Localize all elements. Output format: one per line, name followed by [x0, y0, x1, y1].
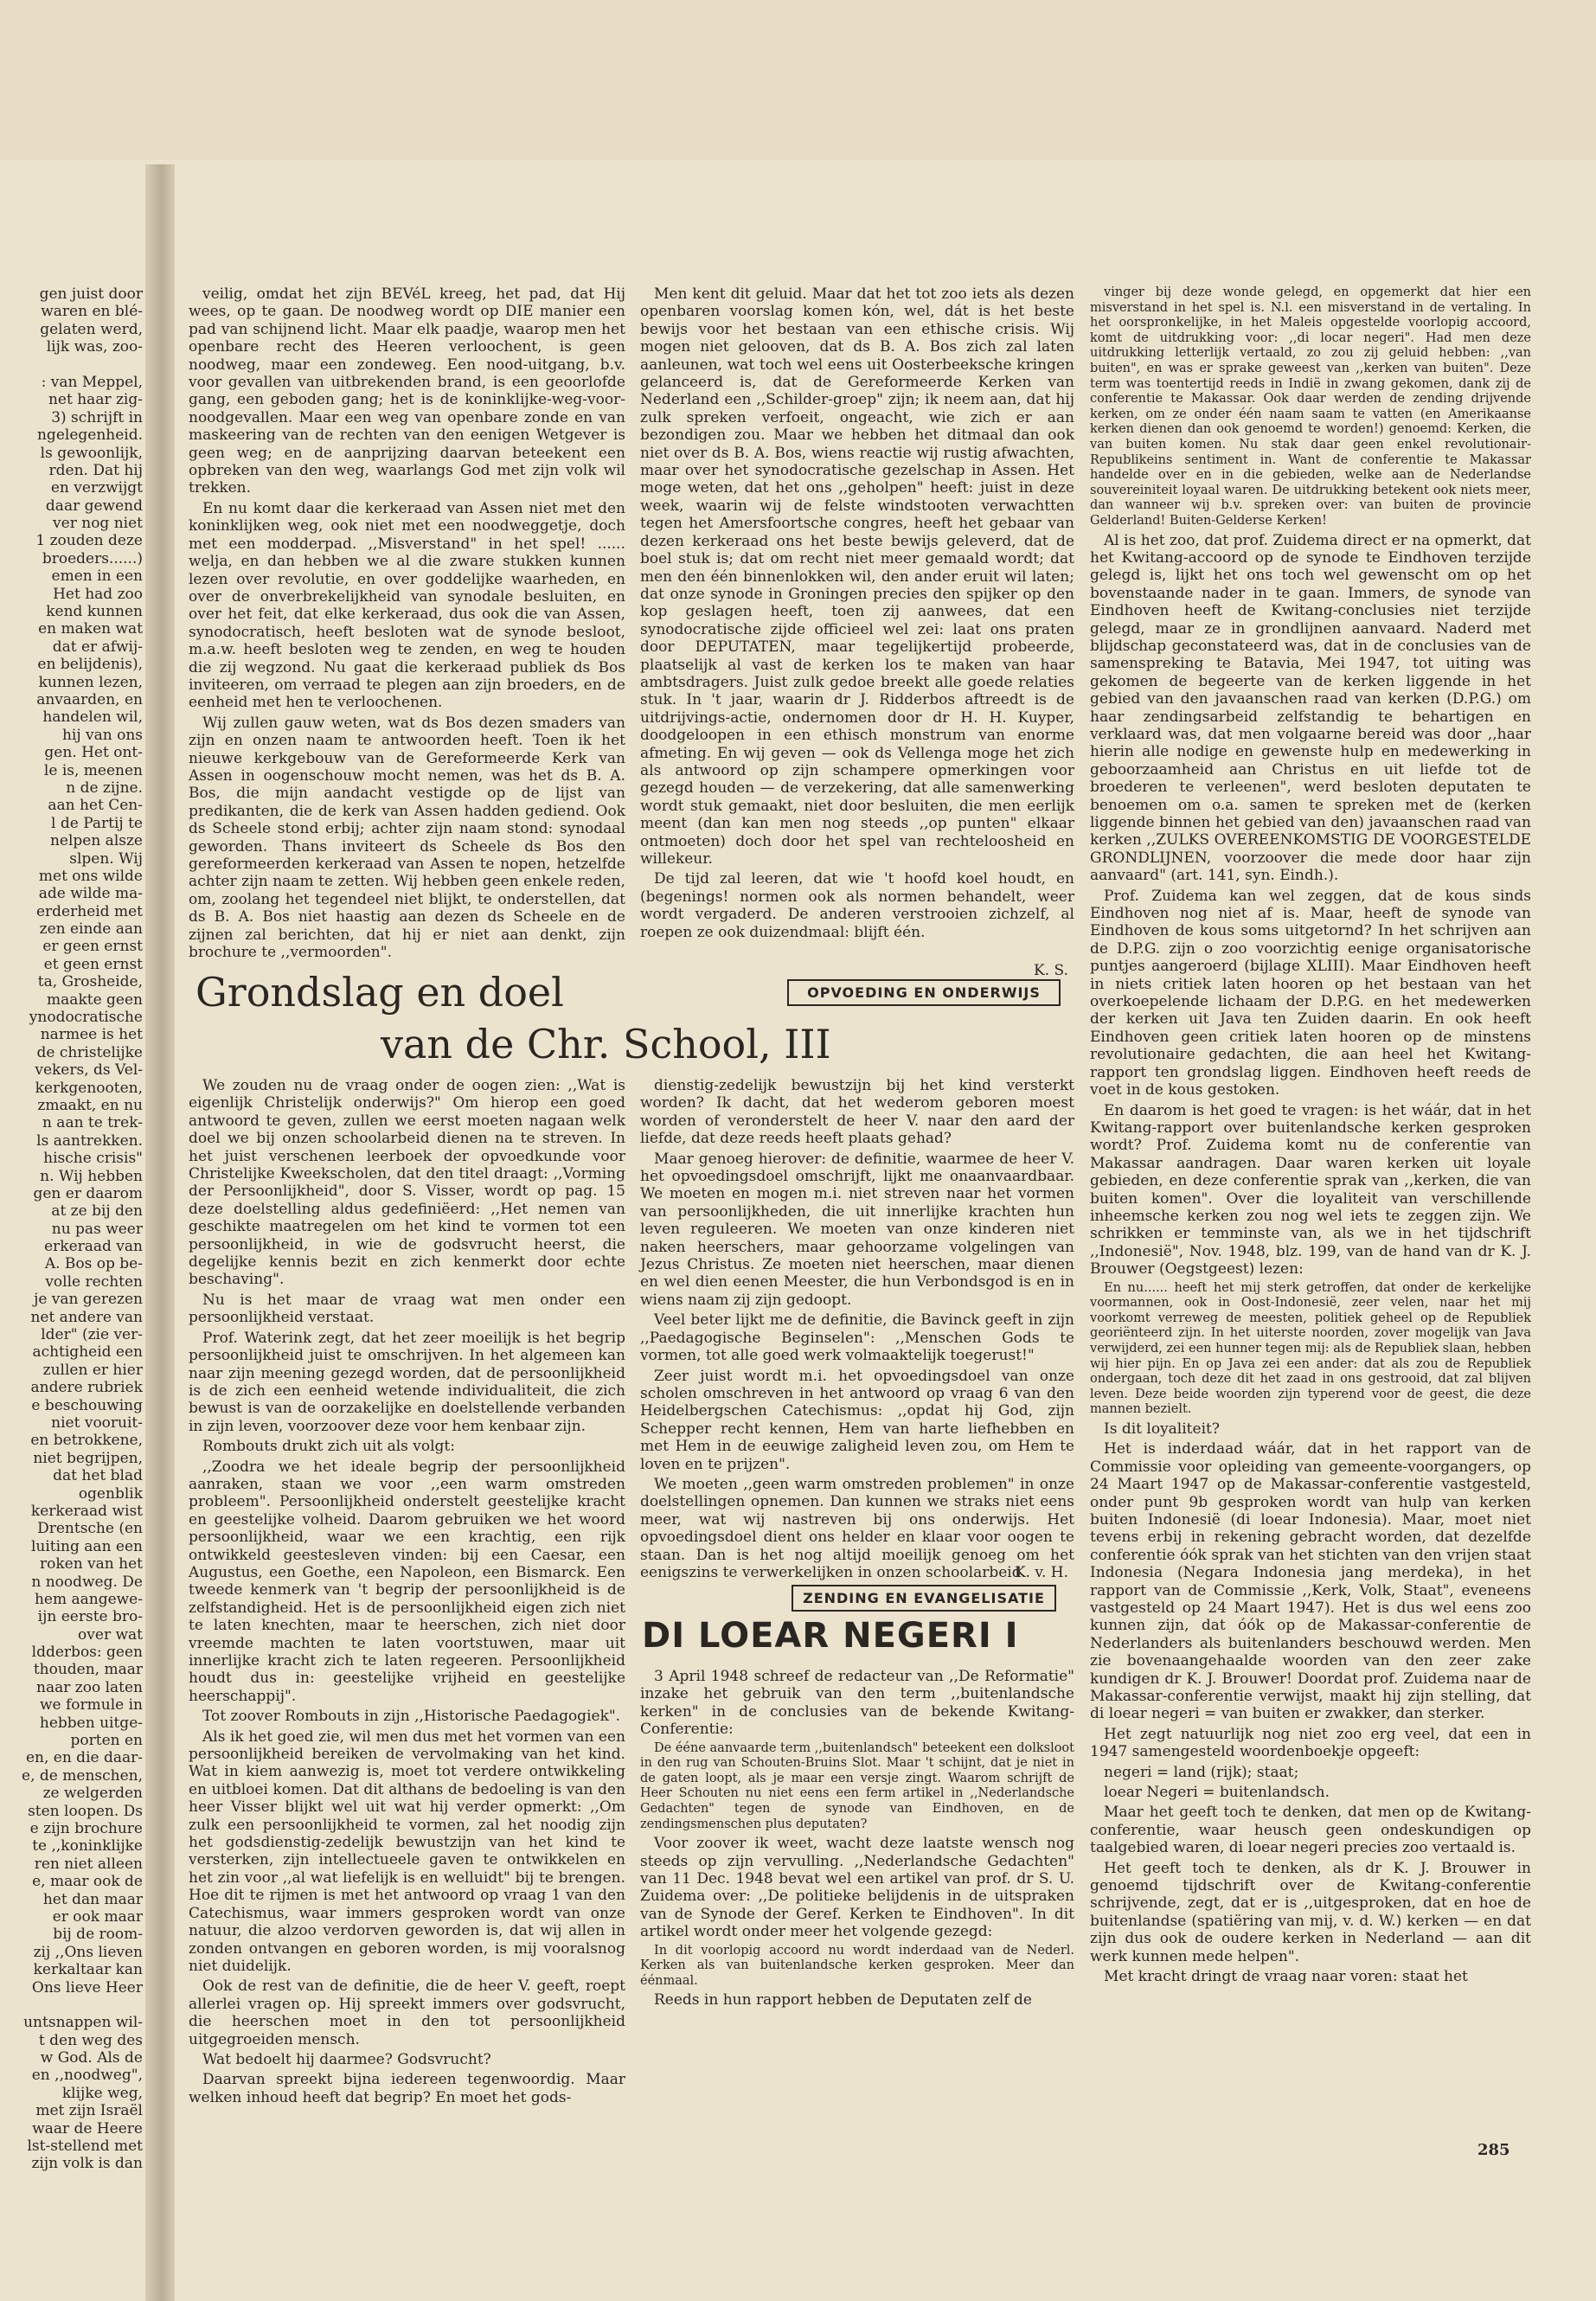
- paragraph: We moeten ,,geen warm omstreden problemen" in onze doelstellingen opnemen. Dan kunnen we straks niet eens meer, wat wij nastreven bij ons onderwijs. Het opvoedingsdoel dient ons helder en klaar voor oogen te staan. Dan is het nog altijd moeilijk genoeg om het eenigszins te verwerkelijken in onzen schoolarbeid.: [640, 1475, 1074, 1581]
- paragraph: Het is inderdaad wáár, dat in het rapport van de Commissie voor opleiding van gemeente-voorgangers, op 24 Maart 1947 op de Makassar-conferentie vastgesteld, onder punt 9b gesproken wordt van hulp van kerken buiten Indonesië (di loear Indonesia). Maar, moet niet tevens erbij in rekening gebracht worden, dat dezelfde conferentie óók sprak van het stichten van den vrijen staat Indonesia (Negara Indonesia jang merdeka), in het rapport van de Commissie ,,Kerk, Volk, Staat", eveneens vastgesteld op 24 Maart 1947). Het is dus wel eens zoo kunnen zijn, dat óók op de Makassar-conferentie de Nederlanders als buitenlanders beschouwd werden. Men zie bovenaangehaalde woorden van den zeer zake kundigen dr K. J. Brouwer! Doordat prof. Zuidema naar de Makassar-conferentie verwijst, maakt hij zijn stelling, dat di loear negeri = van buiten er zwakker, dan sterker.: [1090, 1440, 1531, 1723]
- fragment-line: ren niet alleen: [34, 1855, 143, 1873]
- fragment-line: waar de Heere: [32, 2119, 143, 2138]
- paragraph: 3 April 1948 schreef de redacteur van ,,De Reformatie" inzake het gebruik van den term ,,buitenlandsche kerken" in de conclusies van de bekende Kwitang-Conferentie:: [640, 1668, 1074, 1739]
- fragment-line: te ,,koninklijke: [32, 1837, 143, 1856]
- column-2-bottom: [640, 1668, 1074, 2131]
- fragment-line: naar zoo laten: [36, 1678, 143, 1696]
- paragraph: We zouden nu de vraag onder de oogen zien: ,,Wat is eigenlijk Christelijk onderwijs?" Om hierop een goed antwoord te geven, zullen we eerst moeten nagaan welk doel we bij onzen schoolarbeid dienen na te streven. In het juist verschenen leerboek der opvoedkunde voor Christelijke Kweekscholen, dat den titel draagt: ,,Vorming der Persoonlijkheid", door S. Visser, wordt op pag. 15 deze doelstelling aldus gedefiniëerd: ,,Het nemen van geschikte maatregelen om het kind te vormen tot een persoonlijkheid, in wie de godsvrucht heerst, die degelijke kennis bezit en zich kenmerkt door echte beschaving".: [189, 1077, 625, 1289]
- fragment-line: over wat: [78, 1625, 143, 1644]
- fragment-line: et geen ernst: [43, 955, 143, 973]
- fragment-line: ls aantrekken.: [36, 1131, 143, 1150]
- fragment-line: de christelijke: [36, 1043, 143, 1061]
- article-title-line1: Grondslag en doel: [195, 969, 564, 1016]
- fragment-line: t den weg des: [38, 2031, 143, 2049]
- fragment-line: narmee is het: [40, 1026, 143, 1044]
- fragment-line: 1 zouden deze: [35, 532, 143, 550]
- fragment-line: bij de room-: [53, 1926, 143, 1944]
- fragment-line: zen einde aan: [39, 920, 143, 939]
- fragment-line: het dan maar: [42, 1890, 143, 1908]
- fragment-line: erderheid met: [35, 902, 143, 920]
- fragment-line: gen er daarom: [33, 1184, 143, 1202]
- article-title-line2: van de Chr. School, III: [381, 1021, 831, 1067]
- paragraph: Reeds in hun rapport hebben de Deputaten zelf de: [654, 1991, 1032, 2009]
- fragment-line: hische crisis": [43, 1150, 143, 1168]
- fragment-line: dat het blad: [53, 1467, 143, 1485]
- paragraph: veilig, omdat het zijn BEVéL kreeg, het pad, dat Hij wees, op te gaan. De noodweg wordt op DIE manier een pad van schijnend licht. Maar elk paadje, waarop men het openbare recht des Heeren verloochent, is geen noodweg, maar een zondeweg. Een nood-uitgang, b.v. voor gevallen van uitbrekenden brand, is een geoorlofde gang, een geboden gang; het is de koninklijke-weg-voor-noodgevallen. Maar een weg van openbare zonde en van maskeering van de rechten van den eenigen Wetgever is geen weg; en de aanprijzing daarvan beteekent een opbreken van den weg, waarlangs God met zijn volk wil trekken.: [189, 285, 625, 497]
- fragment-line: w God. Als de: [40, 2049, 143, 2067]
- fragment-line: en verzwijgt: [50, 479, 143, 497]
- column-3: [1090, 285, 1531, 2128]
- fragment-line: lder" (zie ver-: [41, 1326, 143, 1344]
- fragment-line: zij ,,Ons lieven: [33, 1943, 143, 1961]
- fragment-line: kunnen lezen,: [38, 673, 143, 691]
- fragment-line: le is, meenen: [43, 761, 143, 779]
- fragment-line: en ,,noodweg",: [31, 2067, 143, 2085]
- paragraph: Het zegt natuurlijk nog niet zoo erg veel, dat een in 1947 samengesteld woordenboekje opgeeft:: [1090, 1725, 1531, 1761]
- fragment-line: hij van ons: [61, 726, 143, 744]
- fragment-line: met ons wilde: [38, 867, 143, 885]
- fragment-line: hem aangewe-: [34, 1590, 143, 1608]
- fragment-line: luiting aan een: [30, 1537, 143, 1555]
- paragraph: loear Negeri = buitenlandsch.: [1104, 1784, 1330, 1802]
- article-title-loear: DI LOEAR NEGERI I: [642, 1616, 1019, 1656]
- fragment-line: ade wilde ma-: [38, 885, 143, 903]
- section-label-zending: ZENDING EN EVANGELISATIE: [792, 1585, 1056, 1612]
- fragment-line: [0, 1997, 143, 2014]
- fragment-line: nu pas weer: [51, 1220, 143, 1238]
- fragment-line: n noodweg. De: [31, 1573, 143, 1591]
- paragraph: Maar het geeft toch te denken, dat men op de Kwitang-conferentie, waar heusch geen ondeskundigen op taalgebied waren, di loear negeri precies zoo vertaald is.: [1090, 1804, 1531, 1857]
- column-1-top: [189, 285, 625, 1035]
- paragraph: dienstig-zedelijk bewustzijn bij het kind versterkt worden? Ik dacht, dat het wederom geboren moest worden of veronderstelt de heer V. naar den aard der liefde, dat deze reeds heeft plaats gehad?: [640, 1077, 1074, 1148]
- paragraph: Prof. Zuidema kan wel zeggen, dat de kous sinds Eindhoven nog niet af is. Maar, heeft de synode van Eindhoven de kous soms uitgetornd? In het schrijven aan de D.P.G. zijn o zoo voorzichtig eenige organisatorische puntjes aangeroerd (bijlage XLIII). Maar Eindhoven heeft in niets critiek laten hooren op het bestaan van het overkoepelende lichaam der D.P.G. en het medewerken der kerken uit Java ten Zuiden daarin. En ook heeft Eindhoven geen critiek laten hooren op de minstens revolutionaire gedachten, die aan heel het Kwitang-rapport ten grondslag liggen. Eindhoven heeft reeds de voet in de kous gestoken.: [1090, 887, 1531, 1099]
- fragment-line: gen. Het ont-: [44, 744, 143, 762]
- paragraph: Prof. Waterink zegt, dat het zeer moeilijk is het begrip persoonlijkheid juist te omschrijven. In het algemeen kan naar zijn meening gezegd worden, dat de persoonlijkheid is de zich een eenheid wetende individualiteit, die zich bewust is van de oorzakelijke en doelstellende verbanden in zijn leven, voorzoover deze voor hem kenbaar zijn.: [189, 1329, 625, 1435]
- fragment-line: klijke weg,: [61, 2084, 143, 2102]
- fragment-line: andere rubriek: [30, 1379, 143, 1397]
- quoted-passage: En nu...... heeft het mij sterk getroffen, dat onder de kerkelijke voormannen, ook in Oost-Indonesië, zeer velen, naar het mij voorkomt verreweg de meesten, politiek geheel op de Republiek georiënteerd zijn. In het uiterste noorden, zover mogelijk van Java verwijderd, zei een hunner tegen mij: als de Republiek slaan, hebben wij hier pijn. En op Java zei een ander: dat als zou de Republiek ondergaan, toch deze dit het zaad in ons gestrooid, dat zal blijven leven. Deze beide woorden zijn typerend voor de geest, die deze mannen bezielt.: [1090, 1280, 1531, 1417]
- fragment-line: en, en die daar-: [25, 1749, 143, 1767]
- fragment-line: maakte geen: [47, 990, 143, 1009]
- paragraph: Zeer juist wordt m.i. het opvoedingsdoel van onze scholen omschreven in het antwoord op vraag 6 van den Heidelbergschen Catechismus: ,,opdat hij God, zijn Schepper recht kennen, Hem van harte liefhebben en met Hem in de eeuwige zaligheid leven zou, om Hem te loven en te prijzen".: [640, 1367, 1074, 1473]
- fragment-line: [0, 356, 143, 374]
- fragment-line: broeders......): [42, 549, 143, 567]
- fragment-line: net haar zig-: [48, 391, 143, 409]
- fragment-line: niet begrijpen,: [33, 1449, 143, 1467]
- paragraph: Al is het zoo, dat prof. Zuidema direct er na opmerkt, dat het Kwitang-accoord op de synode te Eindhoven terzijde gelegd is, lijkt het ons toch wel gewenscht om op het bovenstaande nader in te gaan. Immers, de synode van Eindhoven heeft de Kwitang-conclusies niet terzijde gelegd, maar ze in grondlijnen aanvaard. Naderd met blijdschap geconstateerd was, dat in de conclusies van de samenspreking te Batavia, Mei 1947, tot uiting was gekomen de begeerte van de kerken liggende in het gebied van den javaanschen raad van kerken (D.P.G.) om haar zendingsarbeid zelfstandig te behartigen en verklaard was, dat men volgaarne bereid was door ,,haar hierin alle nodige en gewenste hulp en medewerking in geboorzaamheid aan Christus en uit liefde tot de broederen te verleenen", werd besloten deputaten te benoemen om o.a. samen te spreken met de (kerken liggende binnen het gebied van den) javaanschen raad van kerken ,,ZULKS OVEREENKOMSTIG DE VOORGESTELDE GRONDLIJNEN, voorzoover die mede door haar zijn aanvaard" (art. 141, syn. Eindh.).: [1090, 531, 1531, 885]
- fragment-line: nelpen alsze: [49, 832, 143, 850]
- paragraph: Als ik het goed zie, wil men dus met het vormen van een persoonlijkheid bereiken de vervolmaking van het kind. Wat in kiem aanwezig is, moet tot verdere ontwikkeling en uitbloei komen. Dat dit althans de bedoeling is van den heer Visser blijkt wel uit wat hij verder opmerkt: ,,Om zulk een persoonlijkheid te vormen, zal het noodig zijn het godsdienstig-zedelijk bewustzijn van het kind te versterken, zijn intellectueele gaven te ontwikkelen en het zin voor ,,al wat liefelijk is en welluidt" bij te brengen. Hoe dit te rijmen is met het antwoord op vraag 1 van den Catechismus, waar immers gesproken wordt van onze natuur, die alzoo verdorven geworden is, dat wij allen in zonden ontvangen en geboren worden, is mij vooralsnog niet duidelijk.: [189, 1727, 625, 1975]
- fragment-line: e, maar ook de: [32, 1873, 143, 1891]
- fragment-line: en betrokkene,: [30, 1432, 143, 1450]
- fragment-line: roken van het: [39, 1555, 143, 1574]
- fragment-line: waren en blé-: [41, 303, 143, 321]
- fragment-line: Drentsche (en: [37, 1520, 143, 1538]
- fragment-line: er ook maar: [52, 1907, 143, 1926]
- paragraph: Daarvan spreekt bijna iedereen tegenwoordig. Maar welken inhoud heeft dat begrip? En moet het gods-: [189, 2071, 625, 2106]
- fragment-line: daar gewend: [45, 497, 143, 515]
- fragment-line: ijn eerste bro-: [37, 1608, 143, 1626]
- fragment-line: A. Bos op be-: [44, 1255, 143, 1273]
- fragment-line: handelen wil,: [42, 708, 143, 727]
- paragraph: Men kent dit geluid. Maar dat het tot zoo iets als dezen openbaren voorslag komen kón, wel, dát is het beste bewijs voor het bestaan van een ethische crisis. Wij mogen niet gelooven, dat ds B. A. Bos zich zal laten aanleunen, wat toch wel eens uit Oosterbeeksche kringen gelanceerd is, dat de Gereformeerde Kerken van Nederland een ,,Schilder-groep" zijn; ik neem aan, dat hij zulk spreken verfoeit, ongeacht, wie zich er aan bezondigen zou. Maar we hebben het ditmaal dan ook niet over ds B. A. Bos, wiens reactie wij rustig afwachten, maar over het synodocratische gezelschap in Assen. Het moge weten, dat het ons ,,geholpen" heeft: juist in deze week, waarin wij de felste windstooten verwachtten tegen het Amersfoortsche congres, heeft het gebaar van dezen kerkeraad ons het beste bewijs geleverd, dat de boel stuk is; dat om recht niet meer gemaald wordt; dat men den één binnenlokken wil, den ander eruit wil laten; dat onze synode in Groningen precies den spijker op den kop geslagen heeft, toen zij aanwees, dat een synodocratische zijde officieel wel zei: laat ons praten door DEPUTATEN, maar tegelijkertijd probeerde, plaatselijk al vast de kerken los te maken van haar ambtsdragers. Juist zulk gedoe breekt alle goede relaties stuk. In 't jaar, waarin dr J. Ridderbos aftreedt is de uitdrijvings-actie, ondernomen door dr H. H. Kuyper, doodgeloopen in een ethisch monstrum van enorme afmeting. En wij geven — ook ds Vellenga moge het zich als antwoord op zijn schampere opmerkingen voor gezegd houden — de verzekering, dat alle samenwerking wordt stuk gemaakt, niet door besluiten, die men eerlijk meent (dan kan men nog steeds ,,op punten" elkaar ontmoeten) doch door het spel van rechteloosheid en willekeur.: [640, 285, 1074, 868]
- fragment-line: er geen ernst: [42, 938, 143, 956]
- fragment-line: 3) schrijft in: [51, 408, 143, 426]
- paragraph: Nu is het maar de vraag wat men onder een persoonlijkheid verstaat.: [189, 1291, 625, 1327]
- fragment-line: porten en: [70, 1732, 143, 1750]
- paragraph: Maar genoeg hierover: de definitie, waarmee de heer V. het opvoedingsdoel omschrijft, lijkt me onaanvaardbaar. We moeten en mogen m.i. niet streven naar het vormen van persoonlijkheden, die uit innerlijke krachten hun leven reguleeren. We moeten van onze kinderen niet naken heerschers, maar gehoorzame volgelingen van Jezus Christus. Ze moeten niet heerschen, maar dienen en wel dien eenen Meester, die hun Verbondsgod is en in wiens naam zij zijn gedoopt.: [640, 1150, 1074, 1309]
- paragraph: De tijd zal leeren, dat wie 't hoofd koel houdt, en (begenings! normen ook als normen behandelt, weer wordt vergaderd. De anderen verstrooien zichzelf, al roepen ze ook duizendmaal: blijft één.: [640, 870, 1074, 941]
- paragraph: Is dit loyaliteit?: [1104, 1420, 1220, 1438]
- fragment-line: kerkeraad wist: [30, 1502, 143, 1520]
- fragment-line: dat er afwij-: [52, 638, 143, 656]
- paragraph: En nu komt daar die kerkeraad van Assen niet met den koninklijken weg, ook niet met een noodweggetje, doch met een modderpad. ,,Misverstand" in het spel! ...... welja, en dan hebben we al die zware stukken kunnen lezen over revolutie, en over goddelijke waarheden, en over de onverbrekelijkheid van synodale besluiten, en over het feit, dat elke kerkeraad, dus ook die van Assen, synodocratisch, heeft besloten wat de synode besloot, m.a.w. heeft besloten weg te zenden, en weg te houden die zij wegzond. Nu gaat die kerkeraad publiek ds Bos inviteeren, om verraad te plegen aan zijn broeders, en de eenheid met hen te verloochenen.: [189, 499, 625, 712]
- fragment-line: ngelegenheid.: [36, 426, 143, 445]
- paragraph: Rombouts drukt zich uit als volgt:: [202, 1438, 455, 1456]
- fragment-line: Het had zoo: [53, 585, 143, 603]
- signature-kvh: K. v. H.: [1014, 1564, 1068, 1581]
- fragment-line: ynodocratische: [29, 1009, 143, 1027]
- fragment-line: e beschouwing: [31, 1396, 143, 1414]
- fragment-line: thouden, maar: [33, 1661, 143, 1679]
- fragment-line: vekers, ds Vel-: [35, 1061, 143, 1080]
- fragment-line: kend kunnen: [46, 603, 143, 621]
- fragment-line: volle rechten: [45, 1272, 143, 1291]
- signature-ks: K. S.: [1034, 962, 1068, 979]
- fragment-line: gelaten werd,: [40, 320, 143, 338]
- fragment-line: net andere van: [30, 1308, 143, 1326]
- fragment-line: rden. Dat hij: [48, 461, 143, 479]
- fragment-line: ogenblik: [78, 1484, 143, 1503]
- fragment-line: ze welgerden: [42, 1785, 143, 1803]
- quoted-passage: In dit voorlopig accoord nu wordt inderdaad van de Nederl. Kerken als van buitenlandsche kerken gesproken. Meer dan éénmaal.: [640, 1943, 1074, 1988]
- fragment-line: n de zijne.: [66, 779, 143, 797]
- fragment-line: en belijdenis),: [37, 656, 143, 674]
- fragment-line: aan het Cen-: [48, 797, 143, 815]
- fragment-line: : van Meppel,: [41, 373, 143, 391]
- fragment-line: kerkgenooten,: [35, 1079, 143, 1097]
- fragment-line: anvaarden, en: [36, 690, 143, 708]
- column-2-top: [640, 285, 1074, 960]
- fragment-line: emen in een: [51, 567, 143, 586]
- fragment-line: zijn volk is dan: [31, 2155, 143, 2173]
- fragment-line: en maken wat: [38, 620, 143, 638]
- paragraph: ,,Zoodra we het ideale begrip der persoonlijkheid aanraken, staan we voor ,,een warm omstreden probleem". Persoonlijkheid onderstelt geestelijke kracht en geestelijke volheid. Daarom gebruiken we het woord persoonlijkheid, waar we een krachtig, een rijk ontwikkeld geestesleven vinden: bij een Caesar, een Augustus, een Goethe, een Napoleon, een Bismarck. Een tweede kenmerk van 't begrip der persoonlijkheid is de zelfstandigheid. Het is de persoonlijkheid eigen zich niet te laten knechten, maar te heerschen, zich niet door vreemde machten te laten voortstuwen, maar uit innerlijke kracht zich te laten regeeren. Persoonlijkheid houdt dus in: geestelijke vrijheid en geestelijke heerschappij".: [189, 1458, 625, 1705]
- quoted-passage: vinger bij deze wonde gelegd, en opgemerkt dat hier een misverstand in het spel is. N.l. een misverstand in de vertaling. In het oorspronkelijke, in het Maleis opgestelde voorlopig accoord, komt de uitdrukking voor: ,,di locar negeri". Had men deze uitdrukking letterlijk vertaald, zo zou zij geluid hebben: ,,van buiten", en was er sprake geweest van ,,kerken van buiten". Deze term was toentertijd reeds in Indië in zwang gekomen, dank zij de conferentie te Makassar. Ook daar werden de zending drijvende kerken, om ze onder één naam saam te vatten (en Amerikaanse kerken dienen dan ook genoemd te worden!) genoemd: Kerken, die van buiten komen. Nu stak daar geen enkel revolutionair-Republikeins sentiment in. Want de conferentie te Makassar handelde over en in die gebieden, welke aan de Nederlandse souvereiniteit loyaal waren. De uitdrukking betekent ook niets meer, dan wanneer wij b.v. spreken over: van buiten de provincie Gelderland! Buiten-Gelderse Kerken!: [1090, 285, 1531, 528]
- section-label-opvoeding: OPVOEDING EN ONDERWIJS: [787, 979, 1061, 1006]
- fragment-line: n. Wij hebben: [40, 1167, 143, 1185]
- paragraph: Met kracht dringt de vraag naar voren: staat het: [1104, 1968, 1468, 1986]
- fragment-line: kerkaltaar kan: [33, 1961, 143, 1979]
- fragment-line: ls gewoonlijk,: [40, 444, 143, 462]
- paragraph: negeri = land (rijk); staat;: [1104, 1763, 1299, 1781]
- fragment-line: erkeraad van: [44, 1238, 143, 1256]
- paragraph: Ook de rest van de definitie, die de heer V. geeft, roept allerlei vragen op. Hij spreekt immers over godsvrucht, die heerschen moet in den tot persoonlijkheid uitgegroeiden mensch.: [189, 1977, 625, 2048]
- paragraph: Veel beter lijkt me de definitie, die Bavinck geeft in zijn ,,Paedagogische Beginselen": ,,Menschen Gods te vormen, tot alle goed werk volmaaktelijk toegerust!": [640, 1311, 1074, 1365]
- fragment-line: lst-stellend met: [27, 2138, 143, 2156]
- fragment-line: e zijn brochure: [29, 1819, 143, 1837]
- fragment-line: l de Partij te: [51, 814, 143, 832]
- page-number: 285: [1477, 2141, 1510, 2159]
- fragment-line: sten loopen. Ds: [28, 1802, 143, 1820]
- paragraph: Voor zoover ik weet, wacht deze laatste wensch nog steeds op zijn vervulling. ,,Nederlandsche Gedachten" van 11 Dec. 1948 bevat wel een artikel van prof. dr S. U. Zuidema over: ,,De politieke belijdenis in de uitspraken van de Synode der Geref. Kerken te Eindhoven". In dit artikel wordt onder meer het volgende gezegd:: [640, 1835, 1074, 1941]
- fragment-line: achtigheid een: [32, 1343, 143, 1362]
- fragment-line: niet vooruit-: [51, 1414, 143, 1432]
- left-page-fragment: [0, 285, 143, 2173]
- paragraph: En daarom is het goed te vragen: is het wáár, dat in het Kwitang-rapport over buitenlandsche kerken gesproken wordt? Prof. Zuidema komt nu de conferentie van Makassar aandragen. Daar waren kerken uit loyale gebieden, en deze conferentie sprak van ,,kerken, die van buiten komen". Over die loyaliteit van verschillende inheemsche kerken zou nog wel iets te zeggen zijn. We schrikken er temminste van, als we in het tijdschrift ,,Indonesië", Nov. 1948, blz. 199, van de hand van dr K. J. Brouwer (Oegstgeest) lezen:: [1090, 1101, 1531, 1279]
- fragment-line: ver nog niet: [53, 515, 143, 533]
- fragment-line: zmaakt, en nu: [37, 1096, 143, 1114]
- fragment-line: ta, Grosheide,: [37, 973, 143, 991]
- fragment-line: je van gerezen: [34, 1291, 143, 1309]
- fragment-line: Ons lieve Heer: [31, 1978, 143, 1997]
- fragment-line: n aan te trek-: [42, 1114, 143, 1132]
- fragment-line: met zijn Israël: [35, 2102, 143, 2120]
- fragment-line: untsnappen wil-: [23, 2014, 143, 2032]
- column-1-bottom: [189, 1077, 625, 2128]
- fragment-line: ldderbos: geen: [31, 1644, 143, 1662]
- fragment-line: we formule in: [39, 1696, 143, 1715]
- fragment-line: lijk was, zoo-: [46, 338, 143, 356]
- fragment-line: hebben uitge-: [39, 1714, 143, 1732]
- paragraph: Het geeft toch te denken, als dr K. J. Brouwer in genoemd tijdschrift over de Kwitang-conferentie schrijvende, zegt, dat er is ,,uitgesproken, dat en hoe de buitenlandse (spatiëring van mij, v. d. W.) kerken — en dat zijn dus ook de oudere kerken in Nederland — aan dit werk kunnen mede helpen".: [1090, 1859, 1531, 1965]
- paragraph: Wij zullen gauw weten, wat ds Bos dezen smaders van zijn en onzen naam te antwoorden heeft. Toen ik het nieuwe kerkgebouw van de Gereformeerde Kerk van Assen in oogenschouw mocht nemen, was het ds B. A. Bos, die mijn aandacht vestigde op de lijst van predikanten, die de kerk van Assen hadden gediend. Ook ds Scheele stond erbij; achter zijn naam stond: synodaal geworden. Thans inviteert ds Scheele ds Bos den gereformeerden kerkeraad van Assen te nopen, hetzelfde achter zijn naam te zetten. Wij hebben geen enkele reden, om, zoolang het tegendeel niet blijkt, te onderstellen, dat ds B. A. Bos niet haastig aan dezen ds Scheele en de zijnen zal berichten, dat hij er niet aan denkt, zijn brochure te ,,vermoorden".: [189, 714, 625, 962]
- quoted-passage: De ééne aanvaarde term ,,buitenlandsch" beteekent een dolksloot in den rug van Schouten-Bruins Slot. Maar 't schijnt, dat je niet in de gaten loopt, als je maar een versje zingt. Waarom schrijft de Heer Schouten nu niet eens een ferm artikel in ,,Nederlandsche Gedachten" tegen de synode van Eindhoven, en de zendingsmenschen plus deputaten?: [640, 1740, 1074, 1831]
- fragment-line: e, de menschen,: [22, 1766, 143, 1785]
- fragment-line: at ze bij den: [51, 1202, 143, 1221]
- paragraph: Wat bedoelt hij daarmee? Godsvrucht?: [202, 2050, 491, 2068]
- fragment-line: gen juist door: [39, 285, 143, 303]
- page-fold: [145, 164, 175, 2301]
- paragraph: Tot zoover Rombouts in zijn ,,Historische Paedagogiek".: [202, 1708, 621, 1726]
- fragment-line: zullen er hier: [42, 1361, 143, 1379]
- fragment-line: slpen. Wij: [69, 849, 143, 868]
